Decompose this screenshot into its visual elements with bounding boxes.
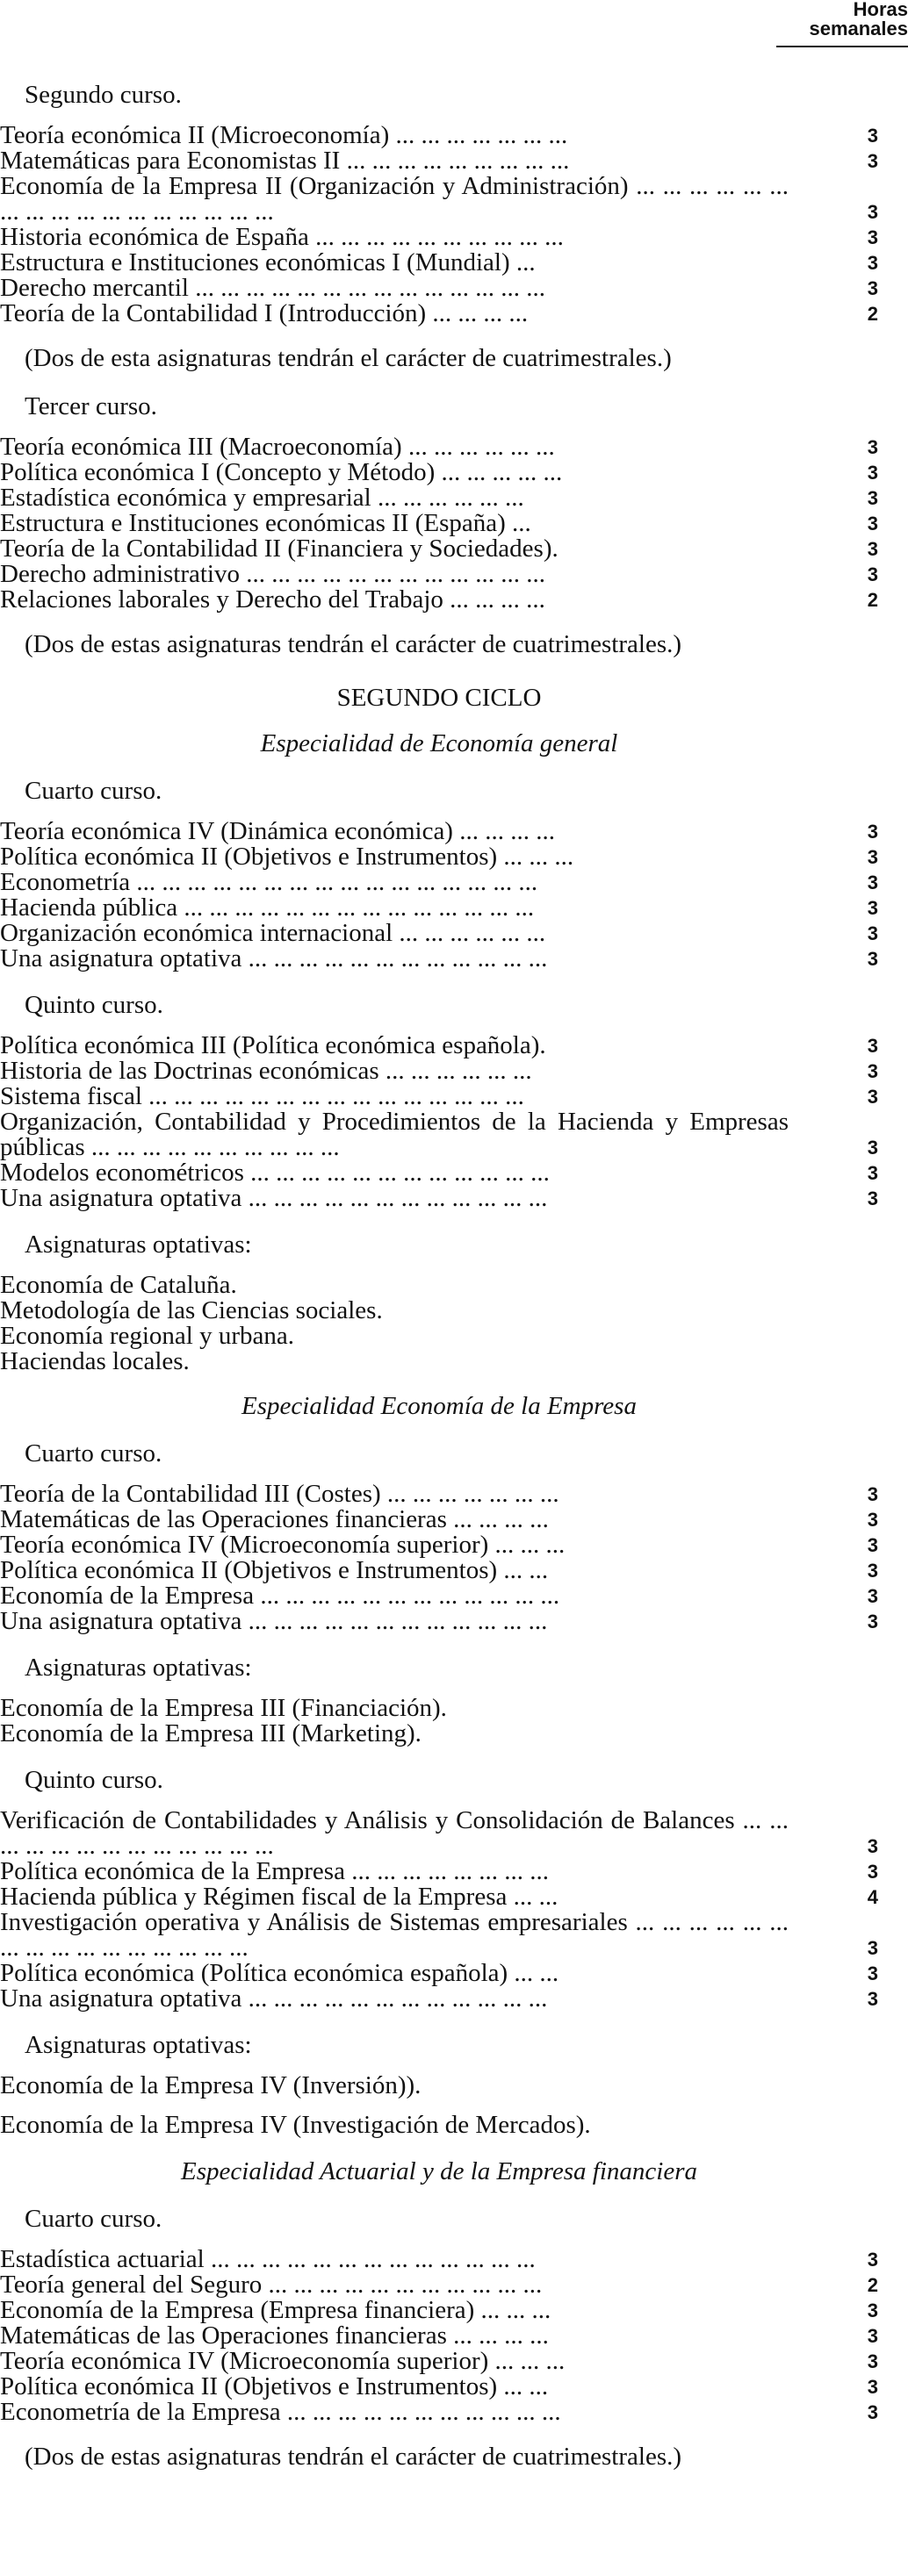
subject-row — [0, 844, 878, 870]
subject-hours: 3 — [867, 1060, 878, 1082]
subject-row — [0, 1532, 878, 1558]
subject-name: Matemáticas de las Operaciones financieras ... ... ... ... — [0, 1507, 549, 1532]
note-text: (Dos de estas asignaturas tendrán el carácter de cuatrimestrales.) — [25, 630, 682, 658]
subject-name: Teoría económica III (Macroeconomía) ... ... ... ... ... ... — [0, 434, 555, 460]
subject-hours: 3 — [867, 1560, 878, 1582]
subject-row — [0, 921, 878, 946]
subject-hours: 3 — [867, 1962, 878, 1984]
subject-row — [0, 1558, 878, 1583]
subject-hours: 3 — [867, 1035, 878, 1057]
subject-name: Estadística económica y empresarial ... ... ... ... ... ... — [0, 485, 524, 511]
subject-row — [0, 1507, 878, 1532]
subject-name: Teoría económica IV (Microeconomía superior) ... ... ... — [0, 2349, 566, 2374]
subject-row — [0, 2323, 878, 2349]
subject-name: Estadística actuarial ... ... ... ... ... ... ... ... ... ... ... ... ... — [0, 2247, 536, 2272]
subject-hours: 3 — [867, 1861, 878, 1883]
subject-row — [0, 536, 878, 562]
course-heading: Tercer curso. — [25, 392, 157, 420]
optional-subject: Metodología de las Ciencias sociales. — [0, 1296, 383, 1324]
subject-name: Política económica II (Objetivos e Instrumentos) ... ... — [0, 2374, 549, 2400]
subject-row — [0, 819, 878, 844]
subject-hours: 3 — [867, 1188, 878, 1209]
subject-row — [0, 895, 878, 921]
subject-row — [0, 174, 878, 225]
subject-hours: 2 — [867, 303, 878, 325]
subject-row — [0, 2374, 878, 2400]
subject-hours: 3 — [867, 872, 878, 893]
subject-row — [0, 1482, 878, 1507]
subject-row — [0, 148, 878, 174]
course-heading: Segundo curso. — [25, 81, 182, 109]
curriculum-body — [0, 61, 878, 2472]
subject-row — [0, 1058, 878, 1084]
subject-name: Historia económica de España ... ... ... ... ... ... ... ... ... ... — [0, 225, 564, 250]
course-heading: Quinto curso. — [25, 1766, 163, 1794]
note-text: (Dos de estas asignaturas tendrán el carácter de cuatrimestrales.) — [25, 2443, 682, 2471]
subject-row — [0, 1609, 878, 1634]
subject-hours: 3 — [867, 1137, 878, 1159]
subject-hours: 3 — [867, 1937, 878, 1959]
subject-hours: 2 — [867, 589, 878, 611]
subject-name: Una asignatura optativa ... ... ... ... ... ... ... ... ... ... ... ... — [0, 1609, 548, 1634]
subject-hours: 3 — [867, 1086, 878, 1108]
subject-row — [0, 123, 878, 148]
subject-name: Hacienda pública y Régimen fiscal de la Empresa ... ... — [0, 1884, 558, 1910]
optativas-heading: Asignaturas optativas: — [25, 2031, 252, 2059]
specialty-heading: Especialidad de Economía general — [260, 729, 618, 757]
subject-hours: 3 — [867, 922, 878, 944]
subject-hours: 3 — [867, 513, 878, 535]
hours-column-header: Horas semanales — [776, 0, 908, 47]
subject-name: Modelos econométricos ... ... ... ... ... ... ... ... ... ... ... ... — [0, 1160, 550, 1186]
course-heading: Cuarto curso. — [25, 2205, 162, 2233]
subject-hours: 4 — [867, 1886, 878, 1908]
course-heading: Cuarto curso. — [25, 777, 162, 805]
subject-hours: 3 — [867, 2325, 878, 2347]
subject-name: Matemáticas para Economistas II ... ... ... ... ... ... ... ... ... — [0, 148, 570, 174]
subject-name: Estructura e Instituciones económicas I (Mundial) ... — [0, 250, 536, 276]
subject-hours: 3 — [867, 2376, 878, 2398]
subject-row — [0, 434, 878, 460]
subject-name: Verificación de Contabilidades y Análisis y Consolidación de Balances ... ... ... ... ... ... ... ... ... ... ... ... ... — [0, 1808, 789, 1859]
subject-name: Economía de la Empresa (Empresa financiera) ... ... ... — [0, 2298, 551, 2323]
subject-name: Economía de la Empresa II (Organización y Administración) ... ... ... ... ... ... ... ... ... ... ... ... ... ... ... ... ... — [0, 174, 789, 225]
subject-name: Matemáticas de las Operaciones financieras ... ... ... ... — [0, 2323, 549, 2349]
specialty-heading: Especialidad Economía de la Empresa — [241, 1392, 637, 1420]
subject-name: Una asignatura optativa ... ... ... ... ... ... ... ... ... ... ... ... — [0, 1986, 548, 2012]
subject-name: Historia de las Doctrinas económicas ... ... ... ... ... ... — [0, 1058, 532, 1084]
subject-hours: 3 — [867, 2350, 878, 2372]
subject-hours: 3 — [867, 846, 878, 868]
subject-hours: 3 — [867, 1483, 878, 1505]
subject-row — [0, 1084, 878, 1109]
subject-hours: 3 — [867, 226, 878, 248]
subject-row — [0, 1109, 878, 1160]
subject-row — [0, 2400, 878, 2425]
subject-hours: 3 — [867, 2401, 878, 2423]
optional-subject: Economía de la Empresa IV (Investigación de Mercados). — [0, 2111, 591, 2139]
subject-hours: 3 — [867, 563, 878, 585]
subject-name: Econometría ... ... ... ... ... ... ... ... ... ... ... ... ... ... ... ... — [0, 870, 538, 895]
subject-name: Teoría general del Seguro ... ... ... ... ... ... ... ... ... ... ... — [0, 2272, 543, 2298]
optional-subject: Economía de Cataluña. — [0, 1271, 237, 1299]
subject-row — [0, 587, 878, 613]
subject-hours: 3 — [867, 436, 878, 458]
subject-name: Sistema fiscal ... ... ... ... ... ... ... ... ... ... ... ... ... ... ... — [0, 1084, 524, 1109]
subject-name: Política económica (Política económica española) ... ... — [0, 1961, 559, 1986]
subject-row — [0, 301, 878, 326]
subject-name: Política económica II (Objetivos e Instrumentos) ... ... ... — [0, 844, 574, 870]
subject-hours: 3 — [867, 277, 878, 299]
subject-row — [0, 250, 878, 276]
subject-name: Derecho mercantil ... ... ... ... ... ... ... ... ... ... ... ... ... ... — [0, 276, 545, 301]
subject-row — [0, 1583, 878, 1609]
subject-hours: 3 — [867, 948, 878, 970]
subject-row — [0, 276, 878, 301]
course-heading: Quinto curso. — [25, 991, 163, 1019]
optativas-heading: Asignaturas optativas: — [25, 1231, 252, 1259]
subject-row — [0, 225, 878, 250]
subject-hours: 3 — [867, 821, 878, 843]
subject-name: Hacienda pública ... ... ... ... ... ... ... ... ... ... ... ... ... ... — [0, 895, 535, 921]
subject-name: Política económica I (Concepto y Método) ... ... ... ... ... — [0, 460, 563, 485]
subject-name: Teoría económica II (Microeconomía) ... ... ... ... ... ... ... — [0, 123, 568, 148]
subject-name: Teoría de la Contabilidad II (Financiera y Sociedades). — [0, 536, 558, 562]
subject-row — [0, 1884, 878, 1910]
subject-hours: 3 — [867, 2300, 878, 2321]
subject-name: Econometría de la Empresa ... ... ... ... ... ... ... ... ... ... ... — [0, 2400, 561, 2425]
subject-row — [0, 946, 878, 972]
subject-row — [0, 1961, 878, 1986]
subject-row — [0, 2349, 878, 2374]
subject-hours: 3 — [867, 125, 878, 147]
subject-name: Política económica II (Objetivos e Instrumentos) ... ... — [0, 1558, 549, 1583]
subject-name: Derecho administrativo ... ... ... ... ... ... ... ... ... ... ... ... — [0, 562, 545, 587]
subject-name: Estructura e Instituciones económicas II (España) ... — [0, 511, 531, 536]
subject-row — [0, 511, 878, 536]
subject-name: Política económica III (Política económica española). — [0, 1033, 546, 1058]
subject-hours: 3 — [867, 1988, 878, 2010]
subject-hours: 3 — [867, 487, 878, 509]
subject-hours: 3 — [867, 1534, 878, 1556]
subject-hours: 3 — [867, 1835, 878, 1857]
subject-hours: 3 — [867, 897, 878, 919]
subject-row — [0, 2298, 878, 2323]
note-text: (Dos de esta asignaturas tendrán el carácter de cuatrimestrales.) — [25, 344, 672, 372]
subject-row — [0, 1986, 878, 2012]
subject-row — [0, 2272, 878, 2298]
subject-hours: 3 — [867, 1611, 878, 1632]
subject-name: Organización económica internacional ... ... ... ... ... ... — [0, 921, 546, 946]
subject-name: Teoría de la Contabilidad III (Costes) ... ... ... ... ... ... ... — [0, 1482, 559, 1507]
subject-name: Relaciones laborales y Derecho del Trabajo ... ... ... ... — [0, 587, 545, 613]
subject-name: Teoría de la Contabilidad I (Introducción) ... ... ... ... — [0, 301, 529, 326]
subject-name: Teoría económica IV (Microeconomía superior) ... ... ... — [0, 1532, 566, 1558]
subject-name: Política económica de la Empresa ... ... ... ... ... ... ... ... — [0, 1859, 549, 1884]
optativas-heading: Asignaturas optativas: — [25, 1654, 252, 1682]
subject-row — [0, 460, 878, 485]
subject-row — [0, 1859, 878, 1884]
optional-subject: Haciendas locales. — [0, 1347, 190, 1375]
subject-row — [0, 870, 878, 895]
subject-name: Una asignatura optativa ... ... ... ... ... ... ... ... ... ... ... ... — [0, 1186, 548, 1211]
subject-row — [0, 1910, 878, 1961]
subject-hours: 3 — [867, 2249, 878, 2271]
subject-name: Organización, Contabilidad y Procedimientos de la Hacienda y Empresas públicas ... ... ... ... ... ... ... ... ... ... — [0, 1109, 789, 1160]
subject-name: Teoría económica IV (Dinámica económica) ... ... ... ... — [0, 819, 555, 844]
subject-row — [0, 1033, 878, 1058]
optional-subject: Economía de la Empresa III (Marketing). — [0, 1719, 422, 1747]
optional-subject: Economía de la Empresa IV (Inversión)). — [0, 2071, 422, 2099]
subject-hours: 3 — [867, 252, 878, 274]
optional-subject: Economía de la Empresa III (Financiación). — [0, 1694, 447, 1722]
specialty-heading: Especialidad Actuarial y de la Empresa financiera — [181, 2157, 697, 2185]
subject-hours: 3 — [867, 1162, 878, 1184]
subject-row — [0, 485, 878, 511]
subject-row — [0, 1186, 878, 1211]
subject-hours: 3 — [867, 538, 878, 560]
subject-name: Investigación operativa y Análisis de Sistemas empresariales ... ... ... ... ... ... ... ... ... ... ... ... ... ... ... ... — [0, 1910, 789, 1961]
subject-row — [0, 562, 878, 587]
subject-hours: 3 — [867, 1509, 878, 1531]
subject-row — [0, 1808, 878, 1859]
optional-subject: Economía regional y urbana. — [0, 1322, 294, 1350]
subject-row — [0, 1160, 878, 1186]
subject-name: Economía de la Empresa ... ... ... ... ... ... ... ... ... ... ... ... — [0, 1583, 560, 1609]
course-heading: Cuarto curso. — [25, 1439, 162, 1467]
subject-hours: 2 — [867, 2274, 878, 2296]
subject-hours: 3 — [867, 1585, 878, 1607]
cycle-heading: SEGUNDO CICLO — [336, 684, 542, 712]
subject-row — [0, 2247, 878, 2272]
subject-hours: 3 — [867, 201, 878, 223]
subject-hours: 3 — [867, 150, 878, 172]
subject-name: Una asignatura optativa ... ... ... ... ... ... ... ... ... ... ... ... — [0, 946, 548, 972]
subject-hours: 3 — [867, 462, 878, 484]
